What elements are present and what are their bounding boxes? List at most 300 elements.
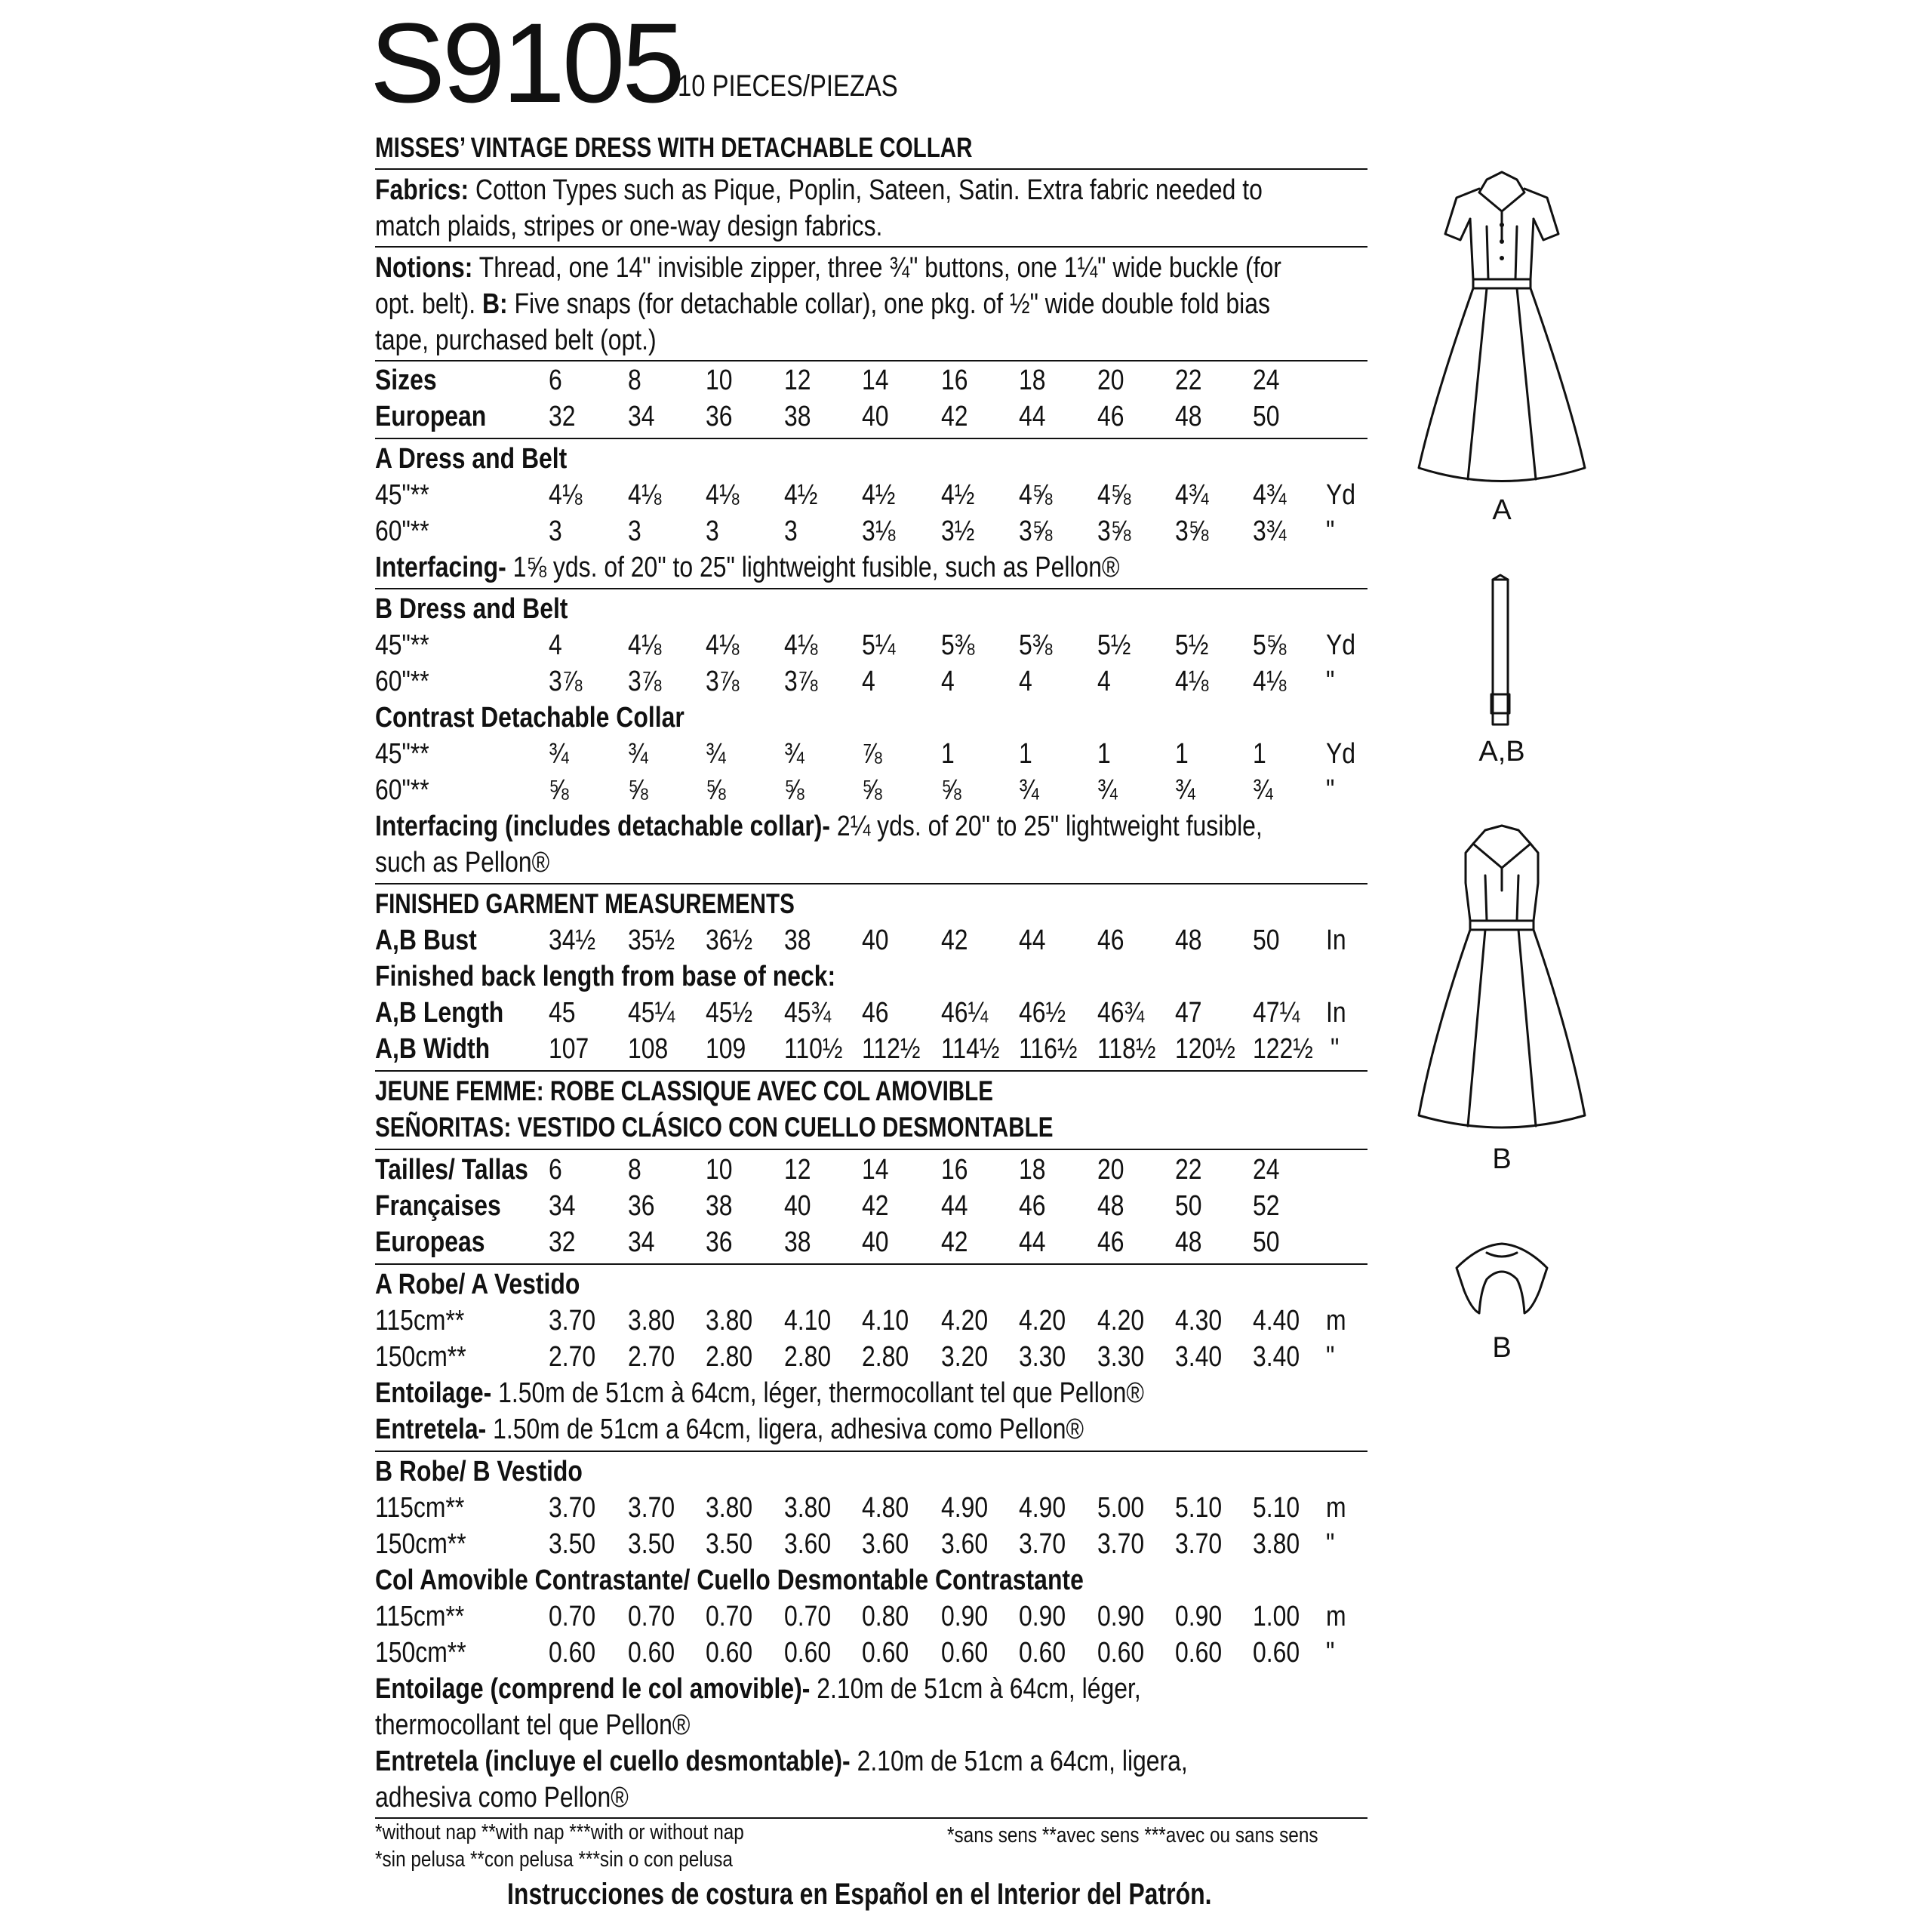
detachable-collar-illustration	[1449, 1238, 1555, 1321]
value-cell: 3.80	[784, 1492, 832, 1524]
value-cell: ⅝	[862, 774, 882, 806]
unit: "	[1326, 1637, 1335, 1669]
width-label: 45"**	[375, 479, 429, 511]
value-cell: 40	[784, 1190, 811, 1222]
value-cell: 0.60	[706, 1637, 753, 1669]
value-cell: 112½	[862, 1033, 921, 1065]
unit: "	[1326, 666, 1335, 697]
value-cell: 3	[549, 515, 562, 547]
value-cell: 5.10	[1253, 1492, 1300, 1524]
fabrics-text: Cotton Types such as Pique, Poplin, Sateen, Satin. Extra fabric needed to	[469, 174, 1263, 206]
value-cell: ⅝	[549, 774, 569, 806]
value-cell: 1	[1253, 738, 1266, 770]
value-cell: 0.70	[784, 1601, 832, 1632]
value-cell: 38	[784, 401, 811, 432]
value-cell: 22	[1175, 365, 1202, 396]
value-cell: 1	[1097, 738, 1111, 770]
footnote-en: *without nap **with nap ***with or without nap	[375, 1820, 744, 1844]
value-cell: 3⅛	[862, 515, 896, 547]
interfacing-label: Interfacing-	[375, 552, 506, 583]
value-cell: 16	[941, 365, 968, 396]
value-cell: 5½	[1097, 629, 1131, 661]
a-interfacing	[375, 549, 1364, 586]
value-cell: 3.70	[549, 1305, 596, 1337]
a-entoilage	[375, 1375, 1364, 1447]
value-cell: 3	[628, 515, 641, 547]
value-cell: 45½	[706, 997, 753, 1029]
view-label-a: A	[1492, 494, 1512, 526]
divider	[375, 1149, 1367, 1150]
value-cell: 40	[862, 401, 889, 432]
width-label: 60"**	[375, 774, 429, 806]
value-cell: 6	[549, 1154, 562, 1186]
value-cell: 3⅞	[784, 666, 818, 697]
value-cell: 45	[549, 997, 576, 1029]
b-interfacing	[375, 808, 1364, 881]
value-cell: 122½	[1253, 1033, 1313, 1065]
value-cell: 20	[1097, 365, 1124, 396]
b-dress-heading: B Dress and Belt	[375, 593, 568, 625]
value-cell: 42	[941, 924, 968, 956]
sizes-label: Sizes	[375, 365, 437, 396]
value-cell: 3⅝	[1019, 515, 1053, 547]
value-cell: 4.10	[784, 1305, 832, 1337]
value-cell: 4.10	[862, 1305, 909, 1337]
footnote-es: *sin pelusa **con pelusa ***sin o con pelusa	[375, 1847, 733, 1872]
value-cell: 44	[1019, 924, 1046, 956]
value-cell: 0.80	[862, 1601, 909, 1632]
europeas-label: Europeas	[375, 1226, 485, 1258]
value-cell: 42	[941, 401, 968, 432]
value-cell: 24	[1253, 365, 1280, 396]
a-robe-heading: A Robe/ A Vestido	[375, 1269, 580, 1300]
value-cell: 3⅞	[549, 666, 583, 697]
value-cell: 2.80	[784, 1341, 832, 1373]
value-cell: 110½	[784, 1033, 843, 1065]
unit: "	[1326, 515, 1335, 547]
value-cell: 52	[1253, 1190, 1280, 1222]
notions-label: Notions:	[375, 252, 473, 284]
value-cell: 36	[706, 1226, 733, 1258]
value-cell: 2.80	[862, 1341, 909, 1373]
value-cell: 3	[784, 515, 798, 547]
divider	[375, 438, 1367, 439]
value-cell: 10	[706, 1154, 733, 1186]
unit: Yd	[1326, 479, 1356, 511]
interfacing-text: 2¼ yds. of 20" to 25" lightweight fusible,	[830, 811, 1263, 842]
value-cell: 48	[1175, 924, 1202, 956]
belt-illustration	[1479, 574, 1524, 732]
width-measure-label: A,B Width	[375, 1033, 491, 1065]
value-cell: 0.60	[1175, 1637, 1223, 1669]
value-cell: ⅝	[706, 774, 726, 806]
unit: m	[1326, 1305, 1346, 1337]
value-cell: 34½	[549, 924, 596, 956]
entretela-text: 1.50m de 51cm a 64cm, ligera, adhesiva como Pellon®	[486, 1414, 1084, 1445]
value-cell: 36½	[706, 924, 753, 956]
value-cell: ¾	[1253, 774, 1273, 806]
value-cell: 42	[862, 1190, 889, 1222]
width-label: 115cm**	[375, 1601, 465, 1632]
fabrics-label: Fabrics:	[375, 174, 469, 206]
value-cell: 50	[1175, 1190, 1202, 1222]
value-cell: 4⅛	[706, 479, 740, 511]
value-cell: 47¼	[1253, 997, 1300, 1029]
value-cell: 4⅛	[628, 629, 662, 661]
value-cell: 0.70	[628, 1601, 675, 1632]
back-length-label: Finished back length from base of neck:	[375, 961, 836, 992]
value-cell: 3.40	[1253, 1341, 1300, 1373]
value-cell: 118½	[1097, 1033, 1156, 1065]
value-cell: ¾	[706, 738, 726, 770]
value-cell: ⅝	[784, 774, 804, 806]
unit: m	[1326, 1492, 1346, 1524]
value-cell: 0.60	[941, 1637, 989, 1669]
value-cell: 2.70	[628, 1341, 675, 1373]
title-es: SEÑORITAS: VESTIDO CLÁSICO CON CUELLO DESMONTABLE	[375, 1112, 1054, 1143]
value-cell: 50	[1253, 924, 1280, 956]
value-cell: 34	[628, 1226, 655, 1258]
value-cell: ¾	[1019, 774, 1039, 806]
value-cell: 3⅞	[628, 666, 662, 697]
value-cell: 10	[706, 365, 733, 396]
value-cell: 38	[784, 1226, 811, 1258]
value-cell: 40	[862, 1226, 889, 1258]
entretela-label: Entretela-	[375, 1414, 487, 1445]
value-cell: 3.80	[1253, 1528, 1300, 1560]
value-cell: 3¾	[1253, 515, 1287, 547]
value-cell: ⅞	[862, 738, 882, 770]
value-cell: 4¾	[1253, 479, 1287, 511]
value-cell: 16	[941, 1154, 968, 1186]
entoilage-text-2: thermocollant tel que Pellon®	[375, 1709, 691, 1741]
value-cell: 3.50	[628, 1528, 675, 1560]
interfacing-label: Interfacing (includes detachable collar)-	[375, 811, 831, 842]
value-cell: 3.20	[941, 1341, 989, 1373]
value-cell: 12	[784, 1154, 811, 1186]
value-cell: 14	[862, 1154, 889, 1186]
unit: m	[1326, 1601, 1346, 1632]
unit: In	[1326, 924, 1346, 956]
unit: In	[1326, 997, 1346, 1029]
width-label: 150cm**	[375, 1637, 466, 1669]
value-cell: 5⅜	[1019, 629, 1053, 661]
view-label-b-collar: B	[1492, 1332, 1512, 1364]
notions-section	[375, 250, 1364, 358]
value-cell: 46	[1097, 1226, 1124, 1258]
value-cell: 120½	[1175, 1033, 1235, 1065]
value-cell: 3.50	[549, 1528, 596, 1560]
entoilage-text: 2.10m de 51cm à 64cm, léger,	[810, 1673, 1141, 1705]
value-cell: 1.00	[1253, 1601, 1300, 1632]
value-cell: 4⅛	[784, 629, 818, 661]
value-cell: 107	[549, 1033, 589, 1065]
value-cell: 3½	[941, 515, 975, 547]
value-cell: 48	[1097, 1190, 1124, 1222]
divider	[375, 1070, 1367, 1072]
value-cell: 4.20	[1097, 1305, 1145, 1337]
notions-text-2c: Five snaps (for detachable collar), one pkg. of ½" wide double fold bias	[507, 288, 1270, 320]
value-cell: 3.70	[1175, 1528, 1223, 1560]
value-cell: 20	[1097, 1154, 1124, 1186]
interfacing-text: 1⅝ yds. of 20" to 25" lightweight fusible, such as Pellon®	[506, 552, 1120, 583]
col-heading: Col Amovible Contrastante/ Cuello Desmontable Contrastante	[375, 1564, 1084, 1596]
entoilage-label: Entoilage-	[375, 1377, 492, 1409]
tailles-label: Tailles/ Tallas	[375, 1154, 528, 1186]
width-label: 60"**	[375, 515, 429, 547]
value-cell: 36	[628, 1190, 655, 1222]
value-cell: 22	[1175, 1154, 1202, 1186]
value-cell: 0.90	[1097, 1601, 1145, 1632]
value-cell: 4.20	[941, 1305, 989, 1337]
view-a-dress-illustration	[1404, 158, 1600, 513]
notions-text-3: tape, purchased belt (opt.)	[375, 325, 657, 356]
value-cell: 4	[862, 666, 875, 697]
notions-text-2a: opt. belt).	[375, 288, 482, 320]
width-label: 150cm**	[375, 1528, 466, 1560]
value-cell: 46	[1097, 924, 1124, 956]
value-cell: 46	[862, 997, 889, 1029]
value-cell: 5.10	[1175, 1492, 1223, 1524]
value-cell: 1	[1175, 738, 1189, 770]
value-cell: ¾	[1097, 774, 1118, 806]
length-label: A,B Length	[375, 997, 504, 1029]
value-cell: 4.40	[1253, 1305, 1300, 1337]
value-cell: 4¾	[1175, 479, 1209, 511]
notions-text: Thread, one 14" invisible zipper, three ¾" buttons, one 1¼" wide buckle (for	[472, 252, 1281, 284]
value-cell: 4⅝	[1097, 479, 1131, 511]
value-cell: 3.70	[549, 1492, 596, 1524]
value-cell: 5¼	[862, 629, 896, 661]
title-fr: JEUNE FEMME: ROBE CLASSIQUE AVEC COL AMOVIBLE	[375, 1075, 994, 1106]
value-cell: 32	[549, 1226, 576, 1258]
value-cell: 40	[862, 924, 889, 956]
value-cell: ¾	[1175, 774, 1195, 806]
value-cell: 18	[1019, 365, 1046, 396]
value-cell: 3.70	[1097, 1528, 1145, 1560]
value-cell: 4⅛	[549, 479, 583, 511]
value-cell: 6	[549, 365, 562, 396]
value-cell: 0.70	[706, 1601, 753, 1632]
value-cell: 0.60	[862, 1637, 909, 1669]
value-cell: 3	[706, 515, 719, 547]
value-cell: 5½	[1175, 629, 1209, 661]
value-cell: 0.60	[1097, 1637, 1145, 1669]
value-cell: 0.90	[1019, 1601, 1066, 1632]
divider	[375, 883, 1367, 884]
value-cell: 4⅛	[706, 629, 740, 661]
value-cell: 4⅛	[1253, 666, 1287, 697]
divider	[375, 168, 1367, 170]
value-cell: ⅝	[941, 774, 961, 806]
value-cell: 4.90	[1019, 1492, 1066, 1524]
value-cell: 8	[628, 365, 641, 396]
value-cell: 4	[1019, 666, 1032, 697]
spanish-instructions-note: Instrucciones de costura en Español en el Interior del Patrón.	[507, 1878, 1212, 1911]
value-cell: 4½	[941, 479, 975, 511]
piece-count: 10 PIECES/PIEZAS	[678, 69, 898, 103]
value-cell: ⅝	[628, 774, 648, 806]
view-label-b: B	[1492, 1143, 1512, 1175]
value-cell: 108	[628, 1033, 669, 1065]
value-cell: 50	[1253, 401, 1280, 432]
value-cell: 4	[1097, 666, 1111, 697]
value-cell: 50	[1253, 1226, 1280, 1258]
value-cell: 3⅞	[706, 666, 740, 697]
value-cell: 0.60	[1253, 1637, 1300, 1669]
value-cell: 45¾	[784, 997, 832, 1029]
value-cell: 4.30	[1175, 1305, 1223, 1337]
value-cell: 46¾	[1097, 997, 1145, 1029]
value-cell: 0.60	[784, 1637, 832, 1669]
unit: "	[1326, 1528, 1335, 1560]
fabrics-section	[375, 172, 1364, 245]
value-cell: 35½	[628, 924, 675, 956]
view-b-dress-illustration	[1404, 823, 1600, 1140]
value-cell: 116½	[1019, 1033, 1078, 1065]
divider	[375, 360, 1367, 361]
a-dress-heading: A Dress and Belt	[375, 443, 568, 475]
value-cell: 34	[628, 401, 655, 432]
entretela-text: 2.10m de 51cm a 64cm, ligera,	[850, 1746, 1188, 1777]
entoilage-text: 1.50m de 51cm à 64cm, léger, thermocollant tel que Pellon®	[491, 1377, 1144, 1409]
value-cell: 3.80	[706, 1492, 753, 1524]
value-cell: 46	[1019, 1190, 1046, 1222]
value-cell: 3⅝	[1175, 515, 1209, 547]
value-cell: 46½	[1019, 997, 1066, 1029]
view-label-ab: A,B	[1478, 736, 1525, 768]
value-cell: 46	[1097, 401, 1124, 432]
value-cell: 109	[706, 1033, 746, 1065]
value-cell: 46¼	[941, 997, 989, 1029]
notions-b-label: B:	[481, 288, 508, 320]
entretela-text-2: adhesiva como Pellon®	[375, 1782, 629, 1814]
value-cell: 36	[706, 401, 733, 432]
value-cell: 3.30	[1019, 1341, 1066, 1373]
value-cell: 2.70	[549, 1341, 596, 1373]
value-cell: 44	[1019, 401, 1046, 432]
value-cell: 38	[706, 1190, 733, 1222]
value-cell: 4⅛	[1175, 666, 1209, 697]
value-cell: 38	[784, 924, 811, 956]
value-cell: 47	[1175, 997, 1202, 1029]
value-cell: 4½	[862, 479, 896, 511]
unit: Yd	[1326, 738, 1356, 770]
value-cell: 3.80	[706, 1305, 753, 1337]
value-cell: 3.60	[941, 1528, 989, 1560]
value-cell: 0.70	[549, 1601, 596, 1632]
divider	[375, 588, 1367, 589]
value-cell: 1	[1019, 738, 1032, 770]
value-cell: 0.60	[628, 1637, 675, 1669]
value-cell: 3.60	[784, 1528, 832, 1560]
value-cell: 4⅝	[1019, 479, 1053, 511]
fabrics-text-2: match plaids, stripes or one-way design fabrics.	[375, 211, 883, 242]
value-cell: 2.80	[706, 1341, 753, 1373]
divider	[375, 1263, 1367, 1265]
value-cell: 44	[941, 1190, 968, 1222]
value-cell: 4.80	[862, 1492, 909, 1524]
value-cell: ¾	[784, 738, 804, 770]
value-cell: 3.30	[1097, 1341, 1145, 1373]
value-cell: 4	[549, 629, 562, 661]
width-label: 115cm**	[375, 1305, 465, 1337]
value-cell: 1	[941, 738, 955, 770]
value-cell: 24	[1253, 1154, 1280, 1186]
european-label: European	[375, 401, 487, 432]
value-cell: ¾	[549, 738, 569, 770]
value-cell: 4.90	[941, 1492, 989, 1524]
entoilage-label: Entoilage (comprend le col amovible)-	[375, 1673, 811, 1705]
value-cell: 42	[941, 1226, 968, 1258]
width-label: 150cm**	[375, 1341, 466, 1373]
value-cell: 45¼	[628, 997, 675, 1029]
footnote-fr: *sans sens **avec sens ***avec ou sans sens	[947, 1823, 1318, 1847]
value-cell: 8	[628, 1154, 641, 1186]
unit: Yd	[1326, 629, 1356, 661]
bust-label: A,B Bust	[375, 924, 477, 956]
value-cell: 12	[784, 365, 811, 396]
value-cell: 4.20	[1019, 1305, 1066, 1337]
value-cell: 0.90	[1175, 1601, 1223, 1632]
unit: "	[1326, 1341, 1335, 1373]
value-cell: 14	[862, 365, 889, 396]
value-cell: 5⅝	[1253, 629, 1287, 661]
value-cell: 4½	[784, 479, 818, 511]
unit: "	[1326, 774, 1335, 806]
value-cell: ¾	[628, 738, 648, 770]
width-label: 60"**	[375, 666, 429, 697]
value-cell: 3.50	[706, 1528, 753, 1560]
value-cell: 3.60	[862, 1528, 909, 1560]
divider	[375, 246, 1367, 248]
value-cell: 44	[1019, 1226, 1046, 1258]
value-cell: 3.40	[1175, 1341, 1223, 1373]
width-label: 45"**	[375, 738, 429, 770]
value-cell: 3.70	[628, 1492, 675, 1524]
finished-heading: FINISHED GARMENT MEASUREMENTS	[375, 888, 795, 919]
value-cell: 48	[1175, 401, 1202, 432]
value-cell: 3.80	[628, 1305, 675, 1337]
value-cell: 4	[941, 666, 955, 697]
interfacing-text-2: such as Pellon®	[375, 847, 550, 878]
pattern-title: MISSES’ VINTAGE DRESS WITH DETACHABLE COLLAR	[375, 132, 973, 163]
value-cell: 5.00	[1097, 1492, 1145, 1524]
b-robe-heading: B Robe/ B Vestido	[375, 1456, 583, 1487]
divider	[375, 1451, 1367, 1452]
value-cell: 34	[549, 1190, 576, 1222]
value-cell: 32	[549, 401, 576, 432]
value-cell: 3⅝	[1097, 515, 1131, 547]
value-cell: 114½	[941, 1033, 1000, 1065]
collar-heading: Contrast Detachable Collar	[375, 702, 685, 734]
value-cell: 3.70	[1019, 1528, 1066, 1560]
width-label: 115cm**	[375, 1492, 465, 1524]
pattern-code: S9105	[370, 0, 682, 126]
value-cell: 0.90	[941, 1601, 989, 1632]
value-cell: 5⅜	[941, 629, 975, 661]
unit: "	[1331, 1033, 1340, 1065]
b-entoilage	[375, 1671, 1364, 1816]
value-cell: 48	[1175, 1226, 1202, 1258]
value-cell: 0.60	[549, 1637, 596, 1669]
entretela-label: Entretela (incluye el cuello desmontable)-	[375, 1746, 851, 1777]
value-cell: 18	[1019, 1154, 1046, 1186]
francaises-label: Françaises	[375, 1190, 501, 1222]
width-label: 45"**	[375, 629, 429, 661]
value-cell: 0.60	[1019, 1637, 1066, 1669]
value-cell: 4⅛	[628, 479, 662, 511]
